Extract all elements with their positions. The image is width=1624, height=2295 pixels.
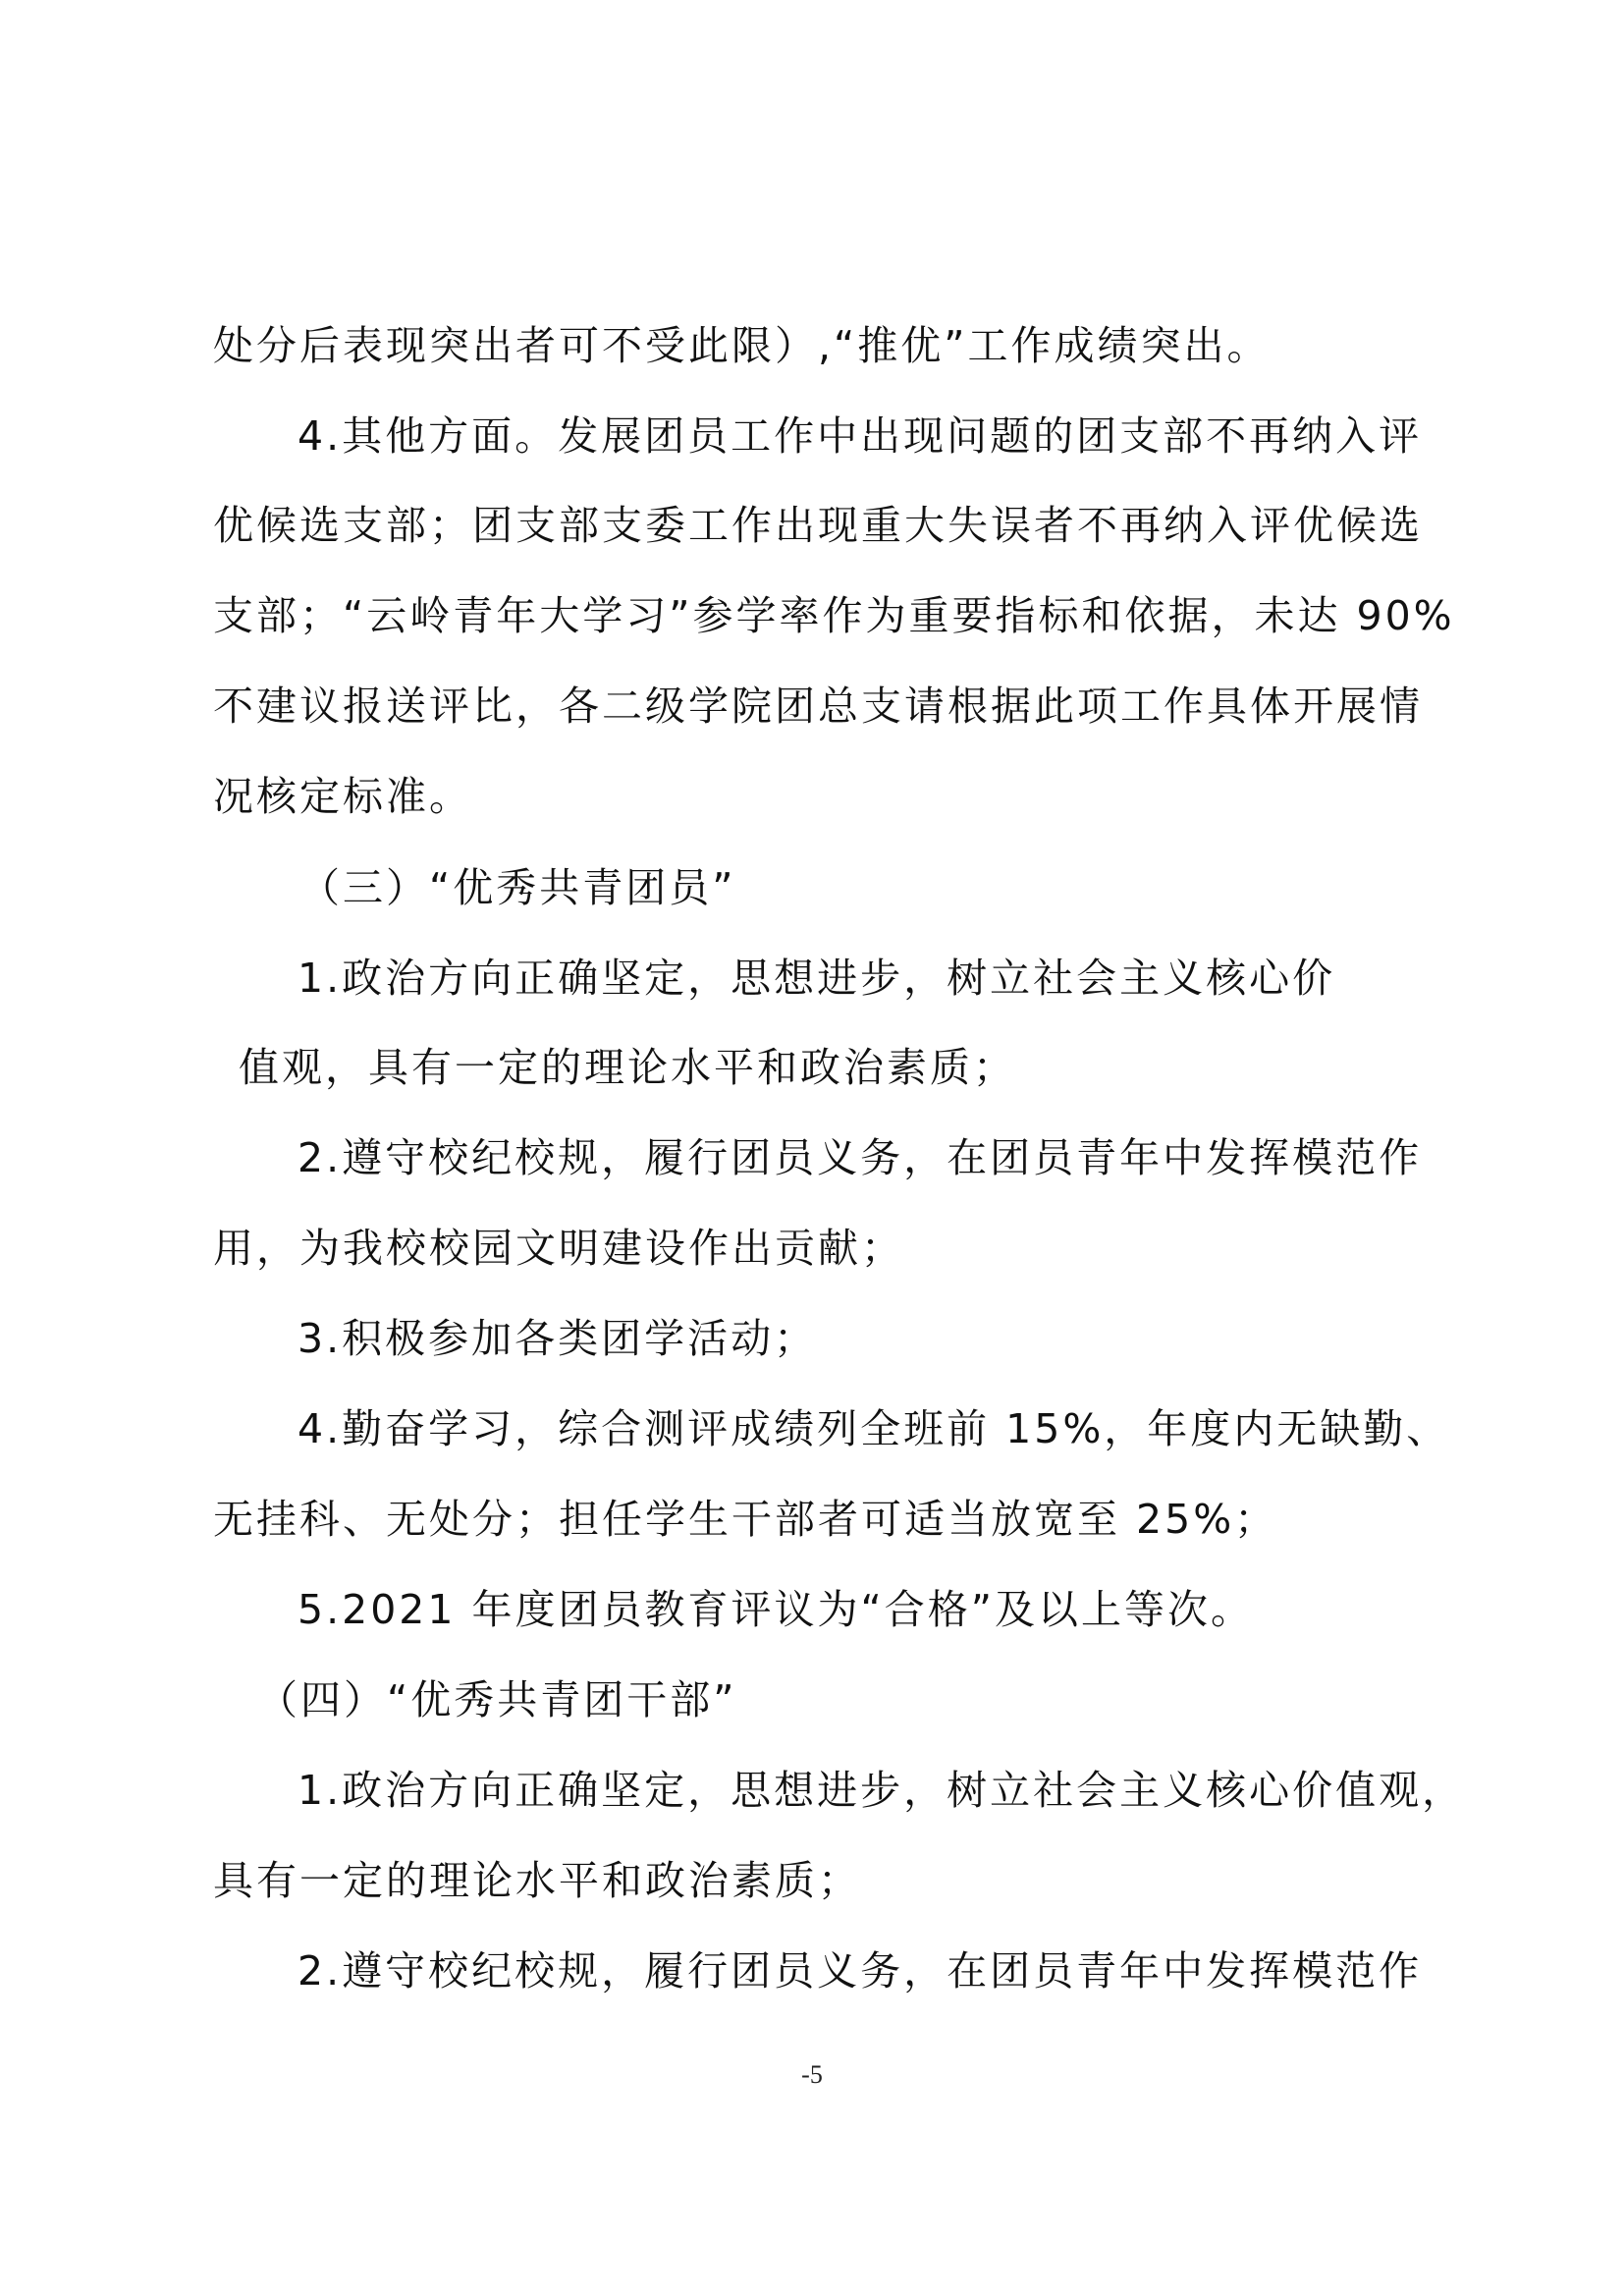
- text-line: 4.其他方面。发展团员工作中出现问题的团支部不再纳入评: [298, 412, 1423, 460]
- text-line: 2.遵守校纪校规，履行团员义务，在团员青年中发挥模范作: [298, 1947, 1423, 1994]
- section-heading: （四）“优秀共青团干部”: [257, 1676, 737, 1723]
- text-line: 5.2021 年度团员教育评议为“合格”及以上等次。: [298, 1586, 1254, 1633]
- text-line: 值观，具有一定的理论水平和政治素质；: [239, 1044, 1016, 1091]
- text-line: 3.积极参加各类团学活动；: [298, 1315, 818, 1362]
- text-line: 支部；“云岭青年大学习”参学率作为重要指标和依据，未达 90%: [213, 592, 1455, 639]
- text-line: 具有一定的理论水平和政治素质；: [213, 1857, 861, 1904]
- text-line: 4.勤奋学习，综合测评成绩列全班前 15%，年度内无缺勤、: [298, 1405, 1450, 1452]
- text-line: 1.政治方向正确坚定，思想进步，树立社会主义核心价: [298, 955, 1336, 1002]
- text-line: 况核定标准。: [213, 773, 472, 820]
- text-line: 优候选支部；团支部支委工作出现重大失误者不再纳入评优候选: [213, 502, 1423, 549]
- section-heading: （三）“优秀共青团员”: [299, 864, 736, 911]
- text-line: 用，为我校校园文明建设作出贡献；: [213, 1225, 904, 1272]
- text-line: 不建议报送评比，各二级学院团总支请根据此项工作具体开展情: [213, 683, 1423, 730]
- text-line: 处分后表现突出者可不受此限）,“推优”工作成绩突出。: [213, 322, 1271, 369]
- text-line: 2.遵守校纪校规，履行团员义务，在团员青年中发挥模范作: [298, 1134, 1423, 1181]
- text-line: 无挂科、无处分；担任学生干部者可适当放宽至 25%；: [213, 1496, 1278, 1543]
- text-line: 1.政治方向正确坚定，思想进步，树立社会主义核心价值观，: [298, 1767, 1466, 1814]
- page-number: -5: [801, 2060, 823, 2089]
